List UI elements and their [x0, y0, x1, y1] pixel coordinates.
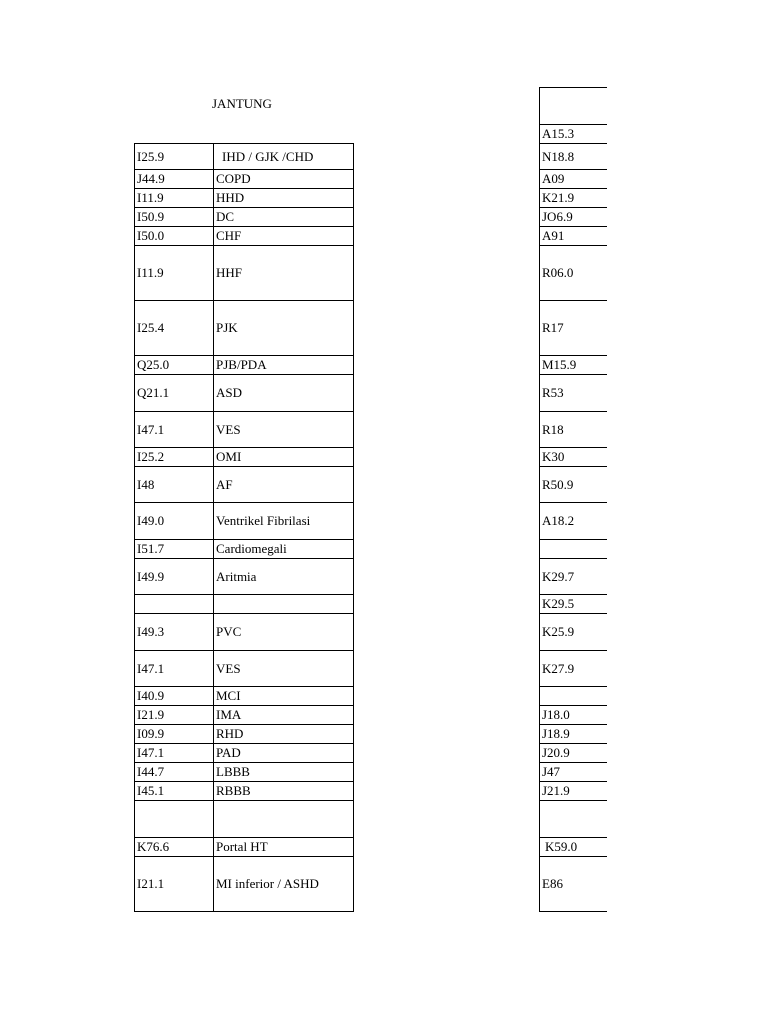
diagnosis-cell: COPD	[214, 170, 354, 189]
diagnosis-cell: Ventrikel Fibrilasi	[214, 503, 354, 540]
jantung-table-body	[135, 144, 354, 912]
table-row	[540, 614, 607, 651]
icd-code-cell: I47.1	[135, 744, 214, 763]
icd-code-cell	[135, 595, 214, 614]
icd-code-cell: I11.9	[135, 246, 214, 301]
table-row	[135, 170, 354, 189]
table-row	[540, 559, 607, 595]
icd-code-cell: A91	[540, 227, 607, 246]
diagnosis-cell: PJK	[214, 301, 354, 356]
table-row	[135, 744, 354, 763]
table-row	[135, 687, 354, 706]
icd-code-cell: A09	[540, 170, 607, 189]
table-row	[540, 125, 607, 144]
other-code-table	[539, 87, 607, 912]
table-row	[135, 782, 354, 801]
icd-code-cell: I49.9	[135, 559, 214, 595]
icd-code-cell: K76.6	[135, 838, 214, 857]
table-row	[135, 301, 354, 356]
table-row	[540, 227, 607, 246]
icd-code-cell: R06.0	[540, 246, 607, 301]
table-row	[135, 375, 354, 412]
diagnosis-cell: PAD	[214, 744, 354, 763]
icd-code-cell	[540, 540, 607, 559]
table-row	[135, 208, 354, 227]
diagnosis-cell: HHF	[214, 246, 354, 301]
table-row	[540, 744, 607, 763]
icd-code-cell: I09.9	[135, 725, 214, 744]
icd-code-cell: K21.9	[540, 189, 607, 208]
icd-code-cell: A15.3	[540, 125, 607, 144]
table-row	[540, 412, 607, 448]
icd-code-cell	[540, 88, 607, 125]
icd-code-cell	[540, 801, 607, 838]
icd-code-cell: K25.9	[540, 614, 607, 651]
diagnosis-cell: MCI	[214, 687, 354, 706]
table-row	[540, 246, 607, 301]
jantung-code-table	[134, 143, 354, 912]
icd-code-cell: J44.9	[135, 170, 214, 189]
table-row	[540, 448, 607, 467]
table-row	[540, 801, 607, 838]
icd-code-cell: JO6.9	[540, 208, 607, 227]
table-row	[540, 356, 607, 375]
table-row	[540, 208, 607, 227]
diagnosis-cell: PVC	[214, 614, 354, 651]
table-row	[135, 189, 354, 208]
icd-code-cell: K30	[540, 448, 607, 467]
icd-code-cell: I21.9	[135, 706, 214, 725]
other-table-body	[540, 88, 607, 912]
table-row	[135, 763, 354, 782]
diagnosis-cell: VES	[214, 412, 354, 448]
icd-code-cell: I50.9	[135, 208, 214, 227]
icd-code-cell: J18.9	[540, 725, 607, 744]
table-row	[135, 448, 354, 467]
diagnosis-cell: VES	[214, 651, 354, 687]
table-row	[135, 356, 354, 375]
table-row	[540, 189, 607, 208]
diagnosis-cell: HHD	[214, 189, 354, 208]
icd-code-cell: R18	[540, 412, 607, 448]
table-row	[135, 227, 354, 246]
icd-code-cell: I51.7	[135, 540, 214, 559]
icd-code-cell: R17	[540, 301, 607, 356]
icd-code-cell: I48	[135, 467, 214, 503]
table-row	[135, 706, 354, 725]
table-row	[540, 375, 607, 412]
icd-code-cell: N18.8	[540, 144, 607, 170]
icd-code-cell: I44.7	[135, 763, 214, 782]
table-row	[135, 540, 354, 559]
icd-code-cell: I21.1	[135, 857, 214, 912]
diagnosis-cell: Cardiomegali	[214, 540, 354, 559]
table-row	[135, 801, 354, 838]
table-row	[135, 246, 354, 301]
diagnosis-cell: Portal HT	[214, 838, 354, 857]
table-row	[540, 782, 607, 801]
icd-code-cell: K29.5	[540, 595, 607, 614]
icd-code-cell: J47	[540, 763, 607, 782]
table-row	[135, 595, 354, 614]
table-row	[135, 857, 354, 912]
table-row	[540, 301, 607, 356]
diagnosis-cell: CHF	[214, 227, 354, 246]
diagnosis-cell: ASD	[214, 375, 354, 412]
icd-code-cell: R50.9	[540, 467, 607, 503]
table-row	[135, 503, 354, 540]
table-row	[135, 467, 354, 503]
table-row	[540, 857, 607, 912]
icd-code-cell: I25.4	[135, 301, 214, 356]
table-row	[540, 725, 607, 744]
diagnosis-cell: LBBB	[214, 763, 354, 782]
diagnosis-cell	[214, 801, 354, 838]
diagnosis-cell: DC	[214, 208, 354, 227]
diagnosis-cell: IHD / GJK /CHD	[214, 144, 354, 170]
table-row	[135, 614, 354, 651]
icd-code-cell: K29.7	[540, 559, 607, 595]
icd-code-cell: I25.9	[135, 144, 214, 170]
icd-code-cell: I25.2	[135, 448, 214, 467]
table-row	[135, 559, 354, 595]
icd-code-cell: J21.9	[540, 782, 607, 801]
table-row	[540, 706, 607, 725]
icd-code-cell: I50.0	[135, 227, 214, 246]
icd-code-cell: I49.0	[135, 503, 214, 540]
table-row	[540, 651, 607, 687]
page-title: JANTUNG	[212, 96, 272, 111]
diagnosis-cell: RBBB	[214, 782, 354, 801]
icd-code-cell: K59.0	[540, 838, 607, 857]
table-row	[540, 88, 607, 125]
table-row	[540, 467, 607, 503]
icd-code-cell: A18.2	[540, 503, 607, 540]
icd-code-cell: J18.0	[540, 706, 607, 725]
table-row	[135, 144, 354, 170]
icd-code-cell: I49.3	[135, 614, 214, 651]
diagnosis-cell: IMA	[214, 706, 354, 725]
diagnosis-cell	[214, 595, 354, 614]
table-row	[135, 412, 354, 448]
table-row	[135, 651, 354, 687]
diagnosis-cell: Aritmia	[214, 559, 354, 595]
icd-code-cell: I45.1	[135, 782, 214, 801]
table-row	[540, 838, 607, 857]
icd-code-cell: E86	[540, 857, 607, 912]
diagnosis-cell: MI inferior / ASHD	[214, 857, 354, 912]
icd-code-cell: J20.9	[540, 744, 607, 763]
table-row	[540, 144, 607, 170]
icd-code-cell	[540, 687, 607, 706]
icd-code-cell: M15.9	[540, 356, 607, 375]
table-row	[540, 687, 607, 706]
table-row	[135, 838, 354, 857]
icd-code-cell: Q25.0	[135, 356, 214, 375]
diagnosis-cell: OMI	[214, 448, 354, 467]
icd-code-cell: I47.1	[135, 651, 214, 687]
table-row	[540, 540, 607, 559]
table-row	[540, 595, 607, 614]
diagnosis-cell: AF	[214, 467, 354, 503]
table-row	[540, 763, 607, 782]
icd-code-cell: K27.9	[540, 651, 607, 687]
icd-code-cell: I47.1	[135, 412, 214, 448]
table-row	[540, 170, 607, 189]
icd-code-cell: R53	[540, 375, 607, 412]
diagnosis-cell: PJB/PDA	[214, 356, 354, 375]
icd-code-cell: Q21.1	[135, 375, 214, 412]
icd-code-cell: I40.9	[135, 687, 214, 706]
icd-code-cell	[135, 801, 214, 838]
icd-code-cell: I11.9	[135, 189, 214, 208]
table-row	[540, 503, 607, 540]
table-row	[135, 725, 354, 744]
diagnosis-cell: RHD	[214, 725, 354, 744]
